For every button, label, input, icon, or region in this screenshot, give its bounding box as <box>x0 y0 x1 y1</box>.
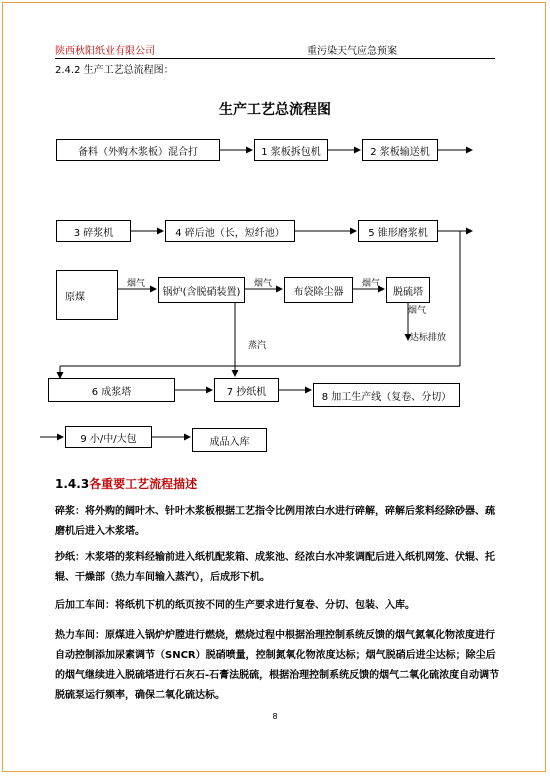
flow-box-paper-machine: 7 抄纸机 <box>214 378 279 402</box>
flow-box-pulper: 3 碎浆机 <box>56 220 131 242</box>
flow-box-chest: 4 碎后池（长，短纤池） <box>165 220 295 242</box>
paragraph-heat: 热力车间：原煤进入锅炉炉膛进行燃烧，燃烧过程中根据治理控制系统反馈的烟气氮氧化物浓度进行自动控制添加尿素调节（SNCR）脱硝喷量，控制氮氧化物浓度达标；烟气脱硝后进尘达标；除尘后的烟气继续进入脱硫塔进行石灰石-石膏法脱硫，根据治理控制系统反馈的烟气二氧化硫浓度自动调节脱硫泵运行频率，确保二氧化硫达标。 <box>55 630 500 701</box>
flow-box-stock-tower: 6 成浆塔 <box>48 378 175 402</box>
page-number: 8 <box>272 712 278 721</box>
flow-box-bag-filter: 布袋除尘器 <box>284 277 353 303</box>
header-doc-title: 重污染天气应急预案 <box>307 46 397 57</box>
paragraph-finishing: 后加工车间：将纸机下机的纸页按不同的生产要求进行复卷、分切、包装、入库。 <box>55 600 415 611</box>
section-heading <box>55 475 197 492</box>
flow-box-desulf: 脱硫塔 <box>386 277 430 303</box>
flow-box-finishing: 8 加工生产线（复卷、分切） <box>313 383 460 407</box>
flow-box-unpack: 1 浆板拆包机 <box>254 139 328 161</box>
flow-box-refiner: 5 锥形磨浆机 <box>358 220 438 242</box>
flow-box-convey: 2 浆板输送机 <box>362 139 438 161</box>
paragraph-pulping: 碎浆：将外购的阔叶木、针叶木浆板根据工艺指令比例用浓白水进行碎解，碎解后浆料经除砂器、疏磨机后进入木浆塔。 <box>55 506 495 537</box>
label-steam: 蒸汽 <box>248 341 267 351</box>
flow-box-boiler: 锅炉(含脱硝装置) <box>158 277 245 303</box>
label-flue-2: 烟气 <box>254 279 273 289</box>
flow-box-coal: 原煤 <box>56 270 118 320</box>
flowchart-title: 生产工艺总流程图 <box>219 102 331 118</box>
section-title: 各重要工艺流程描述 <box>89 477 198 491</box>
section-number: 1.4.3 <box>55 477 90 491</box>
label-flue-3: 烟气 <box>362 279 381 289</box>
label-flue-1: 烟气 <box>127 279 146 289</box>
section-label: 2.4.2 生产工艺总流程图： <box>55 65 174 76</box>
flow-box-prep: 备料（外购木浆板）混合打 <box>56 139 220 161</box>
label-discharge: 达标排放 <box>410 333 447 343</box>
flow-box-warehouse: 成品入库 <box>192 428 267 452</box>
header-company: 陕西秋阳纸业有限公司 <box>55 46 155 57</box>
paragraph-papermaking: 抄纸：木浆塔的浆料经输前进入纸机配浆箱、成浆池、经浓白水冲浆调配后进入纸机网笼、伏辊、托辊、干燥部（热力车间输入蒸汽），后成形下机。 <box>55 552 495 583</box>
flow-box-packing: 9 小/中/大包 <box>65 426 152 448</box>
label-flue-4: 烟气 <box>408 306 427 316</box>
